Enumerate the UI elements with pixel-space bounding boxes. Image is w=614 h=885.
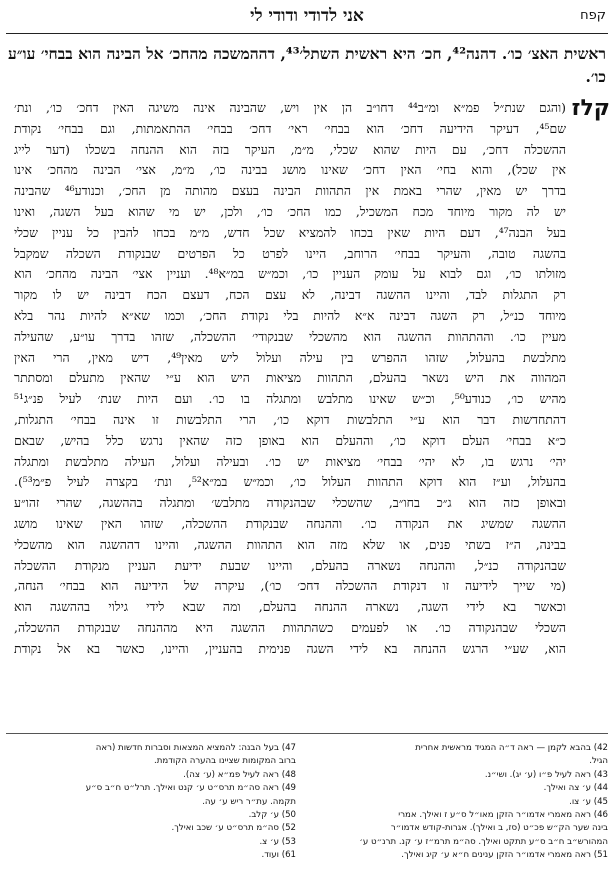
footnote-line: ברוב המקומות שציינו בהערה הקודמת. bbox=[154, 756, 296, 767]
body-line: שם⁴⁵, דעיקר הידיעה דחכ׳ הוא בבחי׳ ראי׳ דחכ׳ בבחי׳ ההתאמתות, וגם בבחי׳ נקודת bbox=[14, 120, 566, 136]
body-line: (מי שייך לידיעה זו דנקודת ההשכלה דחכ׳ כו׳), עיקרה של הידיעה הוא בבחי׳ הנחה, bbox=[14, 578, 566, 594]
body-line: מעיין כו׳. וההתהוות ההשגה הוא מהשכלי שבנקודי׳ ההשכלה, שזהו בדרך עו״ע, שהעילה bbox=[14, 328, 566, 344]
page-number: קפח bbox=[580, 8, 606, 23]
footnote-line: 45) ע׳ צו. bbox=[569, 796, 608, 807]
footnote-line: 49) ראה סה״מ תרס״ט ע׳ קנט ואילך. תרל״ט ח״ב ס״ע bbox=[85, 783, 296, 794]
body-line: רק התגלות לבד, והיינו ההשגה דבינה, לא עצם הכח, דעצם הכח דבינה יש לו מקור bbox=[14, 287, 566, 303]
footnote-line: 52) סה״מ תרס״ט ע׳ שכב ואילך. bbox=[171, 823, 296, 834]
body-line: שבהנקודה כנ״ל, וההנחה נשארה בהעלם, והיינו שבעת ידיעת העניין מנקודת ההשכלה bbox=[14, 557, 566, 573]
body-line: השכלי שבהנקודה כו׳. או לפעמים כשהתהוות ההשגה היא מההנחה שבנקודת ההשכלה, bbox=[14, 619, 566, 635]
body-line: מהיש כו׳, כנודע⁵⁰, וכ״ש שאינו מתלבש ומתגלה בו כו׳. ועם היות שנת׳ לעיל פנ״ג⁵¹ bbox=[14, 391, 566, 407]
running-title: אני לדודי ודודי לי bbox=[250, 6, 364, 26]
body-line: בדרך יש מאין, שהרי באמת אין התהוות הבינה בעצם מהותה מן החכ׳, וכנודע⁴⁶ שהבינה bbox=[14, 183, 566, 199]
footnote-rule bbox=[6, 733, 608, 734]
footnote-line: בינה שער הק״ש פכ״ט (סז, ב ואילך). אגרות-קודש אדמו״ר bbox=[390, 823, 608, 834]
footnote-line: המהורש״ב ח״ב ס״ע תתקט ואילך. סה״מ תרמ״ז ע׳ קנ. תרנ״ט ע׳ bbox=[359, 836, 608, 847]
body-line: בהעלול, וע״ז הוא דוקא התהוות העלול כו׳, וכמ״ש במ״א⁵², ונת׳ בקצרה לעיל פ״מ⁵³). bbox=[14, 474, 566, 490]
body-line: בעל הבנה⁴⁷, דעם היות שאין בכחו להמציא שכל חדש, מ״מ בכחו להבין כל עניין שכלי bbox=[14, 224, 566, 240]
section-number: קלז bbox=[571, 96, 610, 121]
body-line: יהי׳ נרגש בו, לא יהי׳ בבחי׳ מציאות יש כו׳. ובעילה ועלול, העילה מתלבשת ומתגלה bbox=[14, 453, 566, 469]
body-line: וכאשר בא לידי השגה, נשארה ההנחה בהעלם, ומה שבא לידי גילוי בההשגה הוא bbox=[14, 599, 566, 615]
body-line: דהתחדשות דבר הוא ע״י התלבשות דוקא כו׳, הרי התלבשות זו אינה בבחי׳ התגלות, bbox=[14, 411, 566, 427]
footnote-line: 44) ע׳ צה ואילך. bbox=[543, 783, 608, 794]
page-header bbox=[0, 4, 614, 30]
footnote-line: 50) ע׳ קלב. bbox=[248, 810, 296, 821]
quoted-heading: ראשית האצ׳ כו׳. דהנה⁴², חכ׳ היא ראשית השתל׳⁴³, דההמשכה מהחכ׳ אל הבינה הוא בבחי׳ עו״ע כו׳. bbox=[8, 44, 606, 86]
footnotes-right-column bbox=[318, 742, 608, 863]
footnote-line: 53) ע׳ צ. bbox=[259, 836, 296, 847]
footnote-line: 61) ועוד. bbox=[261, 850, 296, 861]
body-line: (והגם שנת״ל פמ״א ומ״ב⁴⁴ דחו״ב הן אין ויש, שהבינה אינה משיגה האין דחכ׳ כו׳, ונת׳ bbox=[14, 100, 566, 115]
body-line: בבינה, ה״ז בשתי פנים, או שלא מזה הוא התהוות ההשגה, והיינו דההשגה הוא מהשכלי bbox=[14, 536, 566, 552]
footnote-line: 46) ראה מאמרי אדמו״ר הזקן מאו״ל ס״ע ז ואילך. אמרי bbox=[398, 810, 608, 821]
footnotes bbox=[6, 742, 608, 884]
body-line: המהווה את היש נשאר בהעלם, התהוות מציאות היש הוא ע״י שהאין מתעלם ומסתתר bbox=[14, 370, 566, 386]
main-text bbox=[14, 98, 566, 720]
footnote-line: 47) בעל הבנה: להמציא המצאות וסברות חדשות (ראה bbox=[95, 743, 296, 753]
body-line: ההשגה שמשיג את הנקודה כו׳. וההנחה שבנקודת ההשכלה, שזהו האין שאינו מושג bbox=[14, 515, 566, 531]
header-rule bbox=[6, 33, 608, 34]
body-line: הוא, שע״י הרגש ההנחה בא לידי השגה פנימית בהעניין, והיינו, כאשר בא אל נקודת bbox=[14, 640, 566, 656]
body-line: אין שכל), והוא בחי׳ האין דחכ׳ שאינו מושג בבינה כו׳, מ״מ, אצי׳ הבינה מהחכ׳ אינו bbox=[14, 162, 566, 178]
footnote-line: 51) ראה מאמרי אדמו״ר הזקן ענינים ח״א ע׳ קיג ואילך. bbox=[401, 850, 608, 861]
body-line: מתלבשת בהעלול, שזהו ההפרש בין עילה ועלול ליש מאין⁴⁹, דיש מאין, הרי האין bbox=[14, 349, 566, 365]
footnote-line: 48) ראה לעיל פמ״א (ע׳ צה). bbox=[183, 769, 296, 780]
body-line: מיוחד כנ״ל, רק השגה דבינה א״א להיות בלי נקודת החכ׳, וכמו שא״א להיות נהר בלא bbox=[14, 307, 566, 323]
body-line: בהשגה טובה, והעיקר בבחי׳ הרוחב, היינו לפרט כל הפרטים שבנקודת השכלה שמקבל bbox=[14, 245, 566, 261]
footnotes-left-column bbox=[6, 742, 296, 863]
footnote-line: 42) בהבא לקמן — ראה ד״ה המגיד מראשית אחרית bbox=[415, 743, 608, 753]
body-line: ההשכלה דחכ׳, עם היות שהוא שכלי, מ״מ, העיקר בזה הוא ההנחה בשכלו (דער לייג bbox=[14, 141, 566, 157]
body-line: מזולתו כו׳, וגם לבוא על עומק העניין כו׳, וכמ״ש במ״א⁴⁸. ועניין אצי׳ הבינה מהחכ׳ הוא bbox=[14, 266, 566, 282]
body-line: יש לה מקור מיוחד מכח המשכיל, כמו החכ׳ כו׳, ולכן, יש מי שהוא בעל השגה, ואינו bbox=[14, 203, 566, 219]
body-line: כ״א בבחי׳ העלם דוקא כו׳, וההעלם הוא באופן כזה שהאין נרגש כלל בהיש, שבאם bbox=[14, 432, 566, 448]
body-line: ובאופן כזה הוא ג״כ בחו״ב, שהשכלי שבהנקודה מתלבש׳ ומתגלה בההשגה, שהרי זהו״ע bbox=[14, 495, 566, 511]
footnote-line: הגיל. bbox=[589, 756, 608, 767]
footnote-line: תקמה. עת״ר ריש ע׳ עה. bbox=[202, 796, 296, 807]
footnote-line: 43) ראה לעיל פ״ו (ע׳ יג). ושי״נ. bbox=[484, 769, 608, 780]
